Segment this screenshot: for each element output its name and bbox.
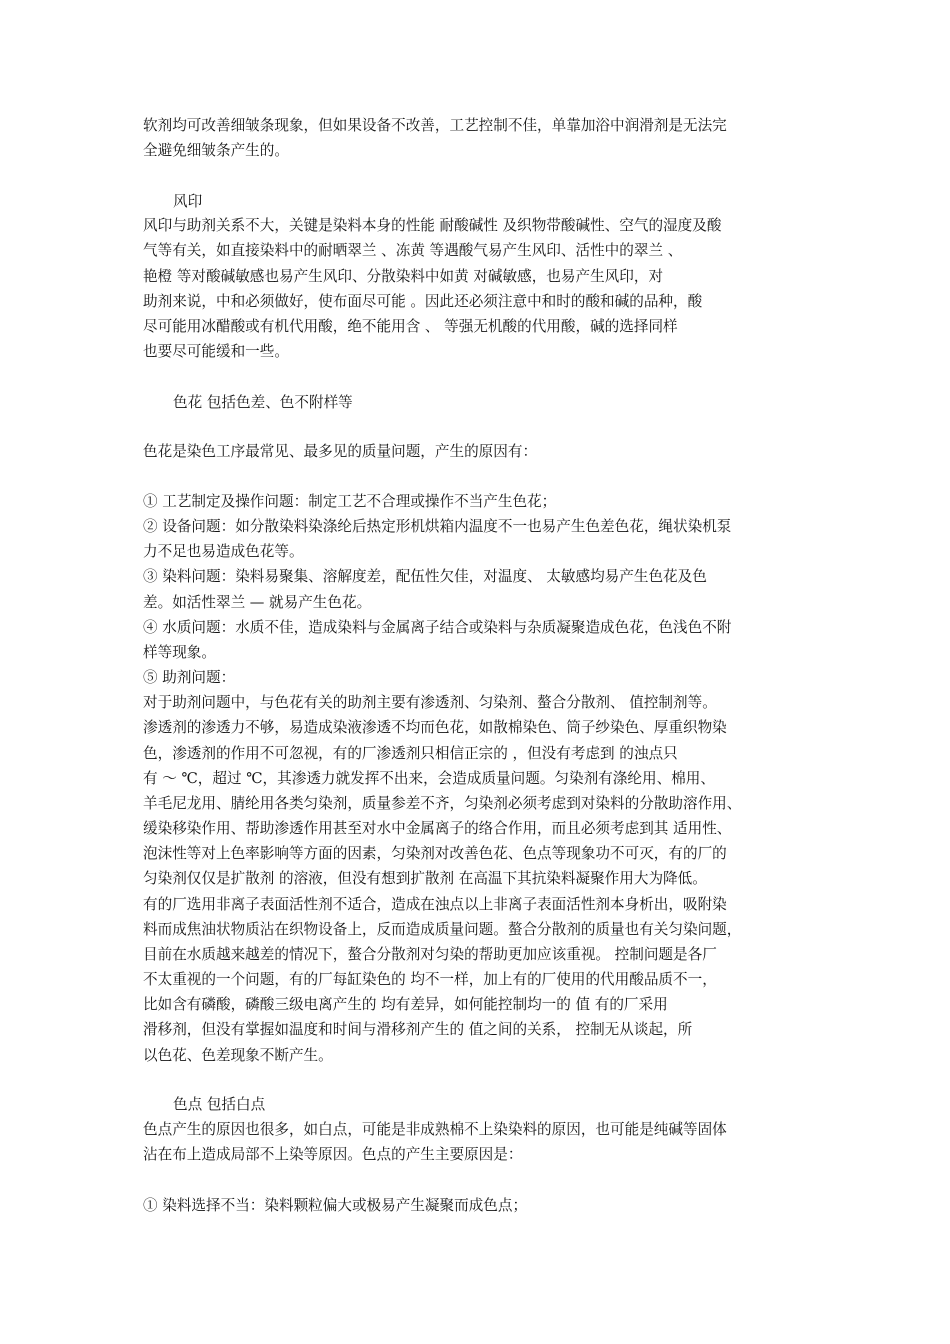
list-item: ④ 水质问题：水质不佳，造成染料与金属离子结合或染料与杂质凝聚造成色花，色浅色不附 — [143, 619, 732, 636]
text-line: 泡沫性等对上色率影响等方面的因素，匀染剂对改善色花、色点等现象功不可灭，有的厂的 — [143, 845, 727, 862]
list-item: ① 工艺制定及操作问题：制定工艺不合理或操作不当产生色花； — [143, 493, 557, 510]
text-line: 尽可能用冰醋酸或有机代用酸，绝不能用含 、 等强无机酸的代用酸，碱的选择同样 — [143, 318, 678, 335]
text-line: 软剂均可改善细皱条现象，但如果设备不改善，工艺控制不佳，单靠加浴中润滑剂是无法完 — [143, 117, 727, 134]
text-line: 艳橙 等对酸碱敏感也易产生风印、分散染料中如黄 对碱敏感，也易产生风印，对 — [143, 268, 664, 285]
text-line: 色花是染色工序最常见、最多见的质量问题，产生的原因有： — [143, 443, 538, 460]
text-line: 气等有关，如直接染料中的耐晒翠兰 、冻黄 等遇酸气易产生风印、活性中的翠兰 、 — [143, 242, 683, 259]
list-item: ③ 染料问题：染料易聚集、溶解度差，配伍性欠佳，对温度、 太敏感均易产生色花及色 — [143, 568, 707, 585]
text-line: 对于助剂问题中，与色花有关的助剂主要有渗透剂、匀染剂、螯合分散剂、 值控制剂等。 — [143, 694, 717, 711]
text-line: 目前在水质越来越差的情况下，螯合分散剂对匀染的帮助更加应该重视。 控制问题是各厂 — [143, 946, 717, 963]
section-heading: 色点 包括白点 — [173, 1096, 266, 1113]
list-item: ① 染料选择不当：染料颗粒偏大或极易产生凝聚而成色点； — [143, 1197, 528, 1214]
text-line: 色，渗透剂的作用不可忽视，有的厂渗透剂只相信正宗的 ，但没有考虑到 的浊点只 — [143, 745, 678, 762]
text-line: 羊毛尼龙用、腈纶用各类匀染剂，质量参差不齐，匀染剂必须考虑到对染料的分散助溶作用、 — [143, 795, 742, 812]
text-line: 风印与助剂关系不大，关键是染料本身的性能 耐酸碱性 及织物带酸碱性、空气的湿度及酸 — [143, 217, 722, 234]
text-line: 渗透剂的渗透力不够，易造成染液渗透不均而色花，如散棉染色、筒子纱染色、厚重织物染 — [143, 719, 727, 736]
list-item: ⑤ 助剂问题： — [143, 669, 236, 686]
text-line: 有 ～ ℃，超过 ℃，其渗透力就发挥不出来，会造成质量问题。匀染剂有涤纶用、棉用、 — [143, 770, 715, 787]
text-line: 样等现象。 — [143, 644, 216, 661]
text-line: 全避免细皱条产生的。 — [143, 142, 289, 159]
text-line: 料而成焦油状物质沾在织物设备上，反而造成质量问题。螯合分散剂的质量也有关匀染问题， — [143, 921, 742, 938]
text-line: 差。如活性翠兰 — 就易产生色花。 — [143, 594, 372, 611]
text-line: 缓染移染作用、帮助渗透作用甚至对水中金属离子的络合作用，而且必须考虑到其 适用性、 — [143, 820, 732, 837]
text-line: 助剂来说，中和必须做好，使布面尽可能 。因此还必须注意中和时的酸和碱的品种，酸 — [143, 293, 703, 310]
text-line: 以色花、色差现象不断产生。 — [143, 1047, 333, 1064]
section-heading: 色花 包括色差、色不附样等 — [173, 394, 353, 411]
list-item: ② 设备问题：如分散染料染涤纶后热定形机烘箱内温度不一也易产生色差色花，绳状染机泵 — [143, 518, 732, 535]
text-line: 比如含有磷酸，磷酸三级电离产生的 均有差异，如何能控制均一的 值 有的厂采用 — [143, 996, 668, 1013]
text-line: 匀染剂仅仅是扩散剂 的溶液，但没有想到扩散剂 在高温下其抗染料凝聚作用大为降低。 — [143, 870, 707, 887]
text-line: 也要尽可能缓和一些。 — [143, 343, 289, 360]
text-line: 沾在布上造成局部不上染等原因。色点的产生主要原因是： — [143, 1146, 523, 1163]
text-line: 有的厂选用非离子表面活性剂不适合，造成在浊点以上非离子表面活性剂本身析出，吸附染 — [143, 896, 727, 913]
text-line: 不太重视的一个问题，有的厂每缸染色的 均不一样，加上有的厂使用的代用酸品质不一， — [143, 971, 717, 988]
text-line: 色点产生的原因也很多，如白点，可能是非成熟棉不上染染料的原因，也可能是纯碱等固体 — [143, 1121, 727, 1138]
text-line: 滑移剂，但没有掌握如温度和时间与滑移剂产生的 值之间的关系， 控制无从谈起，所 — [143, 1021, 693, 1038]
section-heading: 风印 — [173, 193, 203, 210]
text-line: 力不足也易造成色花等。 — [143, 543, 304, 560]
